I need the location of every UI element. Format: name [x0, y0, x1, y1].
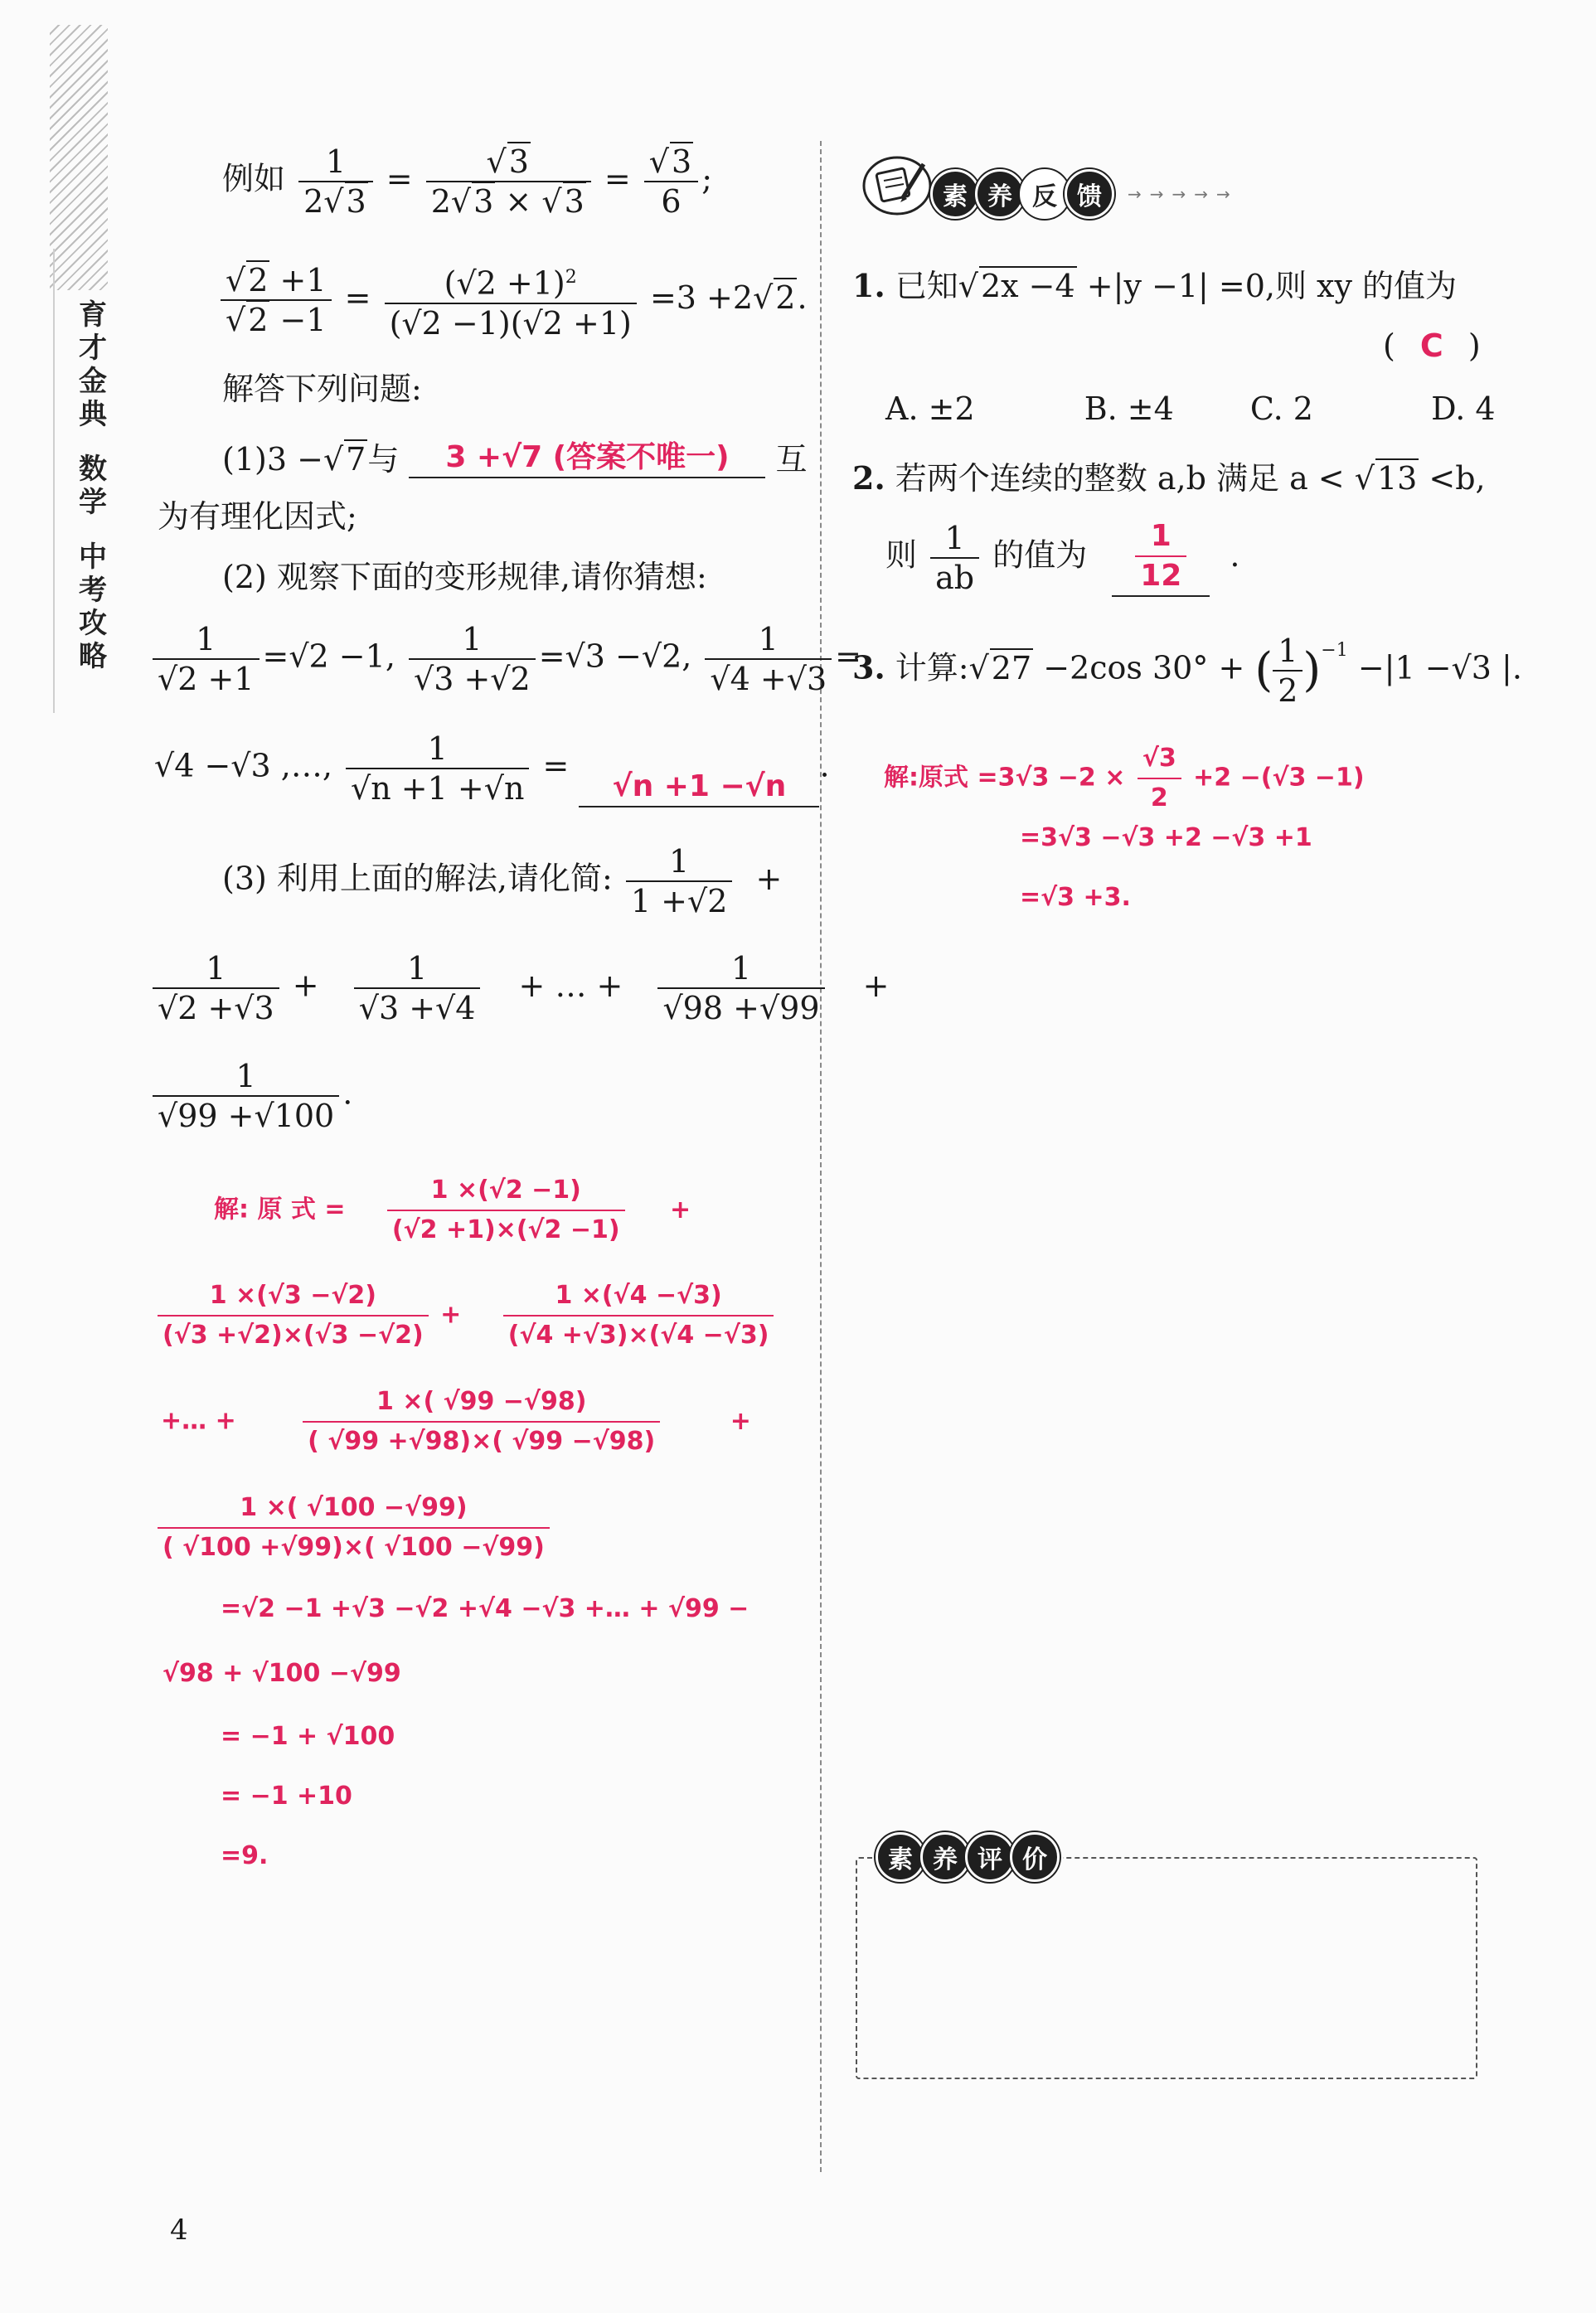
problem-1: 1. 已知√2x −4 +|y −1| =0,则 xy 的值为: [852, 267, 1458, 304]
column-divider: [820, 141, 822, 2172]
question-1: (1)3 −√7与 3 +√7 (答案不唯一) 互: [222, 437, 808, 478]
page-number: 4: [170, 2214, 188, 2247]
binding-line: [53, 249, 55, 713]
spine-title: 育 才 金 典 数 学 中 考 攻 略: [79, 298, 107, 673]
solution-q3-line4: $\frac{1 \times( √100 -√99)}{( √100 +√99)\times( √100 -√99)}$: [154, 1489, 553, 1567]
solution-q3-line3: +… + $\frac{1 \times( √99 -√98)}{( √99 +√98)\times( √99 -√98)}$ +: [161, 1383, 751, 1461]
task-heading: 解答下列问题:: [222, 371, 422, 407]
solution-q3-step5: =9.: [221, 1841, 269, 1870]
question-2-guess: √4 −√3 ,…, $\frac{1}{√n +1 +√n}$ = √n +1 −√n.: [154, 730, 830, 807]
badge-evaluation: 素 养 评 价: [876, 1832, 1063, 1882]
question-3: (3) 利用上面的解法,请化简: $\frac{1}{1 +√2}$ +: [222, 843, 783, 919]
option-d: D. 4: [1431, 390, 1496, 427]
badge-feedback: 素 养 反 馈 →→→→→: [930, 169, 1239, 219]
question-2: (2) 观察下面的变形规律,请你猜想:: [222, 559, 707, 595]
solution-problem-3-line3: =√3 +3.: [1020, 883, 1131, 912]
arrows-decoration: →→→→→: [1128, 184, 1239, 204]
example-1: 例如 $\frac{1}{2√3}$ = $\frac{√3}{2√3 \times √3}$ = $\frac{√3}{6}$ ;: [222, 143, 712, 220]
evaluation-box: [856, 1857, 1477, 2079]
solution-q3-step2: √98 + √100 −√99: [163, 1659, 401, 1688]
solution-q3-line2: $\frac{1 \times(√3 -√2)}{(√3 +√2)\times(√3 -√2)}$ + $\frac{1 \times(√4 -√3)}{(√4 +√3)\times(√4 -√3)}$: [154, 1277, 777, 1355]
problem-2: 2. 若两个连续的整数 a,b 满足 a < √13 <b,: [852, 459, 1486, 497]
example-2: $\frac{√2 +1}{√2 -1}$ = $\frac{(√2 +1)^2}{(√2 -1)(√2 +1)}$ =3 +2√2.: [217, 259, 808, 342]
solution-q3-step1: =√2 −1 +√3 −√2 +√4 −√3 +… + √99 −: [221, 1594, 749, 1623]
problem-1-options: [885, 390, 1496, 428]
question-2-pattern: $\frac{1}{√2 +1}$ =√2 −1, $\frac{1}{√3 +√2}$ =√3 −√2, $\frac{1}{√4 +√3}$ =: [149, 620, 861, 698]
solution-q3-line1: 解: 原 式 = $\frac{1 \times(√2 -1)}{(√2 +1)\times(√2 -1)}$ +: [214, 1171, 691, 1249]
problem-1-answer: ( C ): [1383, 327, 1481, 364]
question-3-terms: $\frac{1}{√2 +√3}$ + $\frac{1}{√3 +√4}$ + … + $\frac{1}{√98 +√99}$ +: [149, 949, 889, 1027]
option-a: A. ±2: [885, 390, 975, 427]
solution-q3-step4: = −1 +10: [221, 1782, 352, 1811]
answer-problem-2: $\frac{1}{12}$: [1135, 517, 1186, 595]
answer-q2: √n +1 −√n: [612, 769, 787, 803]
question-3-last: $\frac{1}{√99 +√100}$ .: [149, 1057, 352, 1135]
option-c: C. 2: [1249, 390, 1313, 427]
solution-problem-3-line2: =3√3 −√3 +2 −√3 +1: [1020, 823, 1312, 852]
answer-q1: 3 +√7 (答案不唯一): [445, 440, 730, 474]
pen-and-notebook-icon: [861, 148, 934, 217]
option-b: B. ±4: [1084, 390, 1174, 427]
solution-q3-step3: = −1 + √100: [221, 1722, 395, 1751]
question-1-line2: 为有理化因式;: [158, 498, 357, 535]
problem-3: 3. 计算:√27 −2cos 30° + ( $\frac{1}{2}$ )$^{-1}$ −|1 −√3 |.: [852, 633, 1522, 709]
binding-hatch: [50, 25, 108, 290]
solution-problem-3-line1: 解:原式 =3√3 −2 × $\frac{√3}{2}$ +2 −(√3 −1): [884, 739, 1365, 817]
problem-2-line2: 则 $\frac{1}{ab}$ 的值为 $\frac{1}{12}$ .: [885, 519, 1240, 596]
